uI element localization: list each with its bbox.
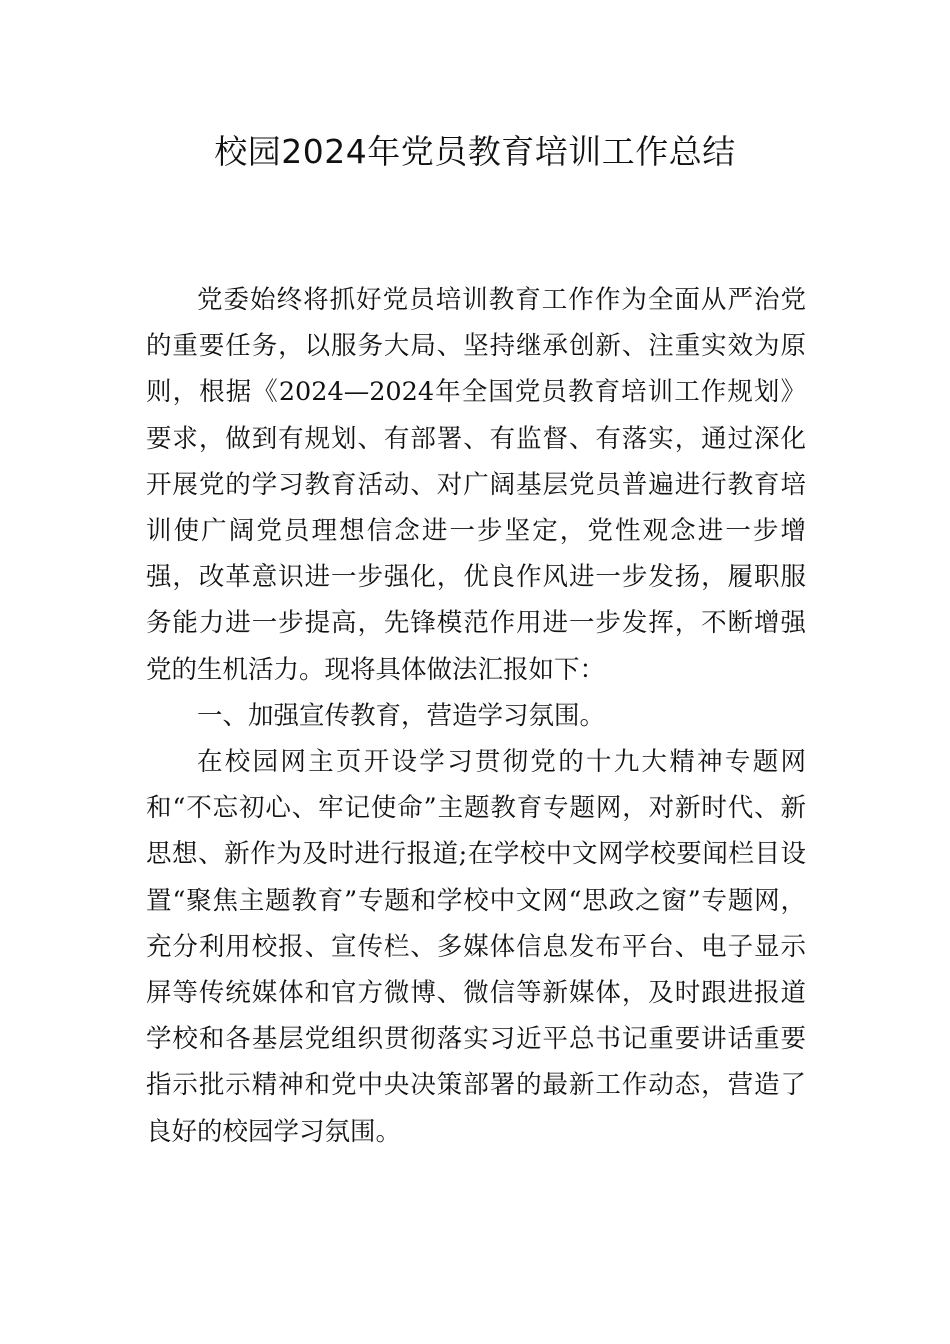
paragraph-section-content: 在校园网主页开设学习贯彻党的十九大精神专题网和“不忘初心、牢记使命”主题教育专题网，对新时代、新思想、新作为及时进行报道;在学校中文网学校要闻栏目设置“聚焦主题教育”专题和学校中文网“思政之窗”专题网，充分利用校报、宣传栏、多媒体信息发布平台、电子显示屏等传统媒体和官方微博、微信等新媒体，及时跟进报道学校和各基层党组织贯彻落实习近平总书记重要讲话重要指示批示精神和党中央决策部署的最新工作动态，营造了良好的校园学习氛围。: [146, 747, 806, 1147]
paragraph-intro: 党委始终将抓好党员培训教育工作作为全面从严治党的重要任务，以服务大局、坚持继承创新、注重实效为原则，根据《2024—2024年全国党员教育培训工作规划》要求，做到有规划、有部署、有监督、有落实，通过深化开展党的学习教育活动、对广阔基层党员普遍进行教育培训使广阔党员理想信念进一步坚定，党性观念进一步增强，改革意识进一步强化，优良作风进一步发扬，履职服务能力进一步提高，先锋模范作用进一步发挥，不断增强党的生机活力。现将具体做法汇报如下：: [146, 285, 806, 685]
paragraph-section-heading: 一、加强宣传教育，营造学习氛围。: [197, 700, 606, 731]
document-title: 校园2024年党员教育培训工作总结: [214, 132, 736, 171]
document-body: [146, 277, 806, 1155]
